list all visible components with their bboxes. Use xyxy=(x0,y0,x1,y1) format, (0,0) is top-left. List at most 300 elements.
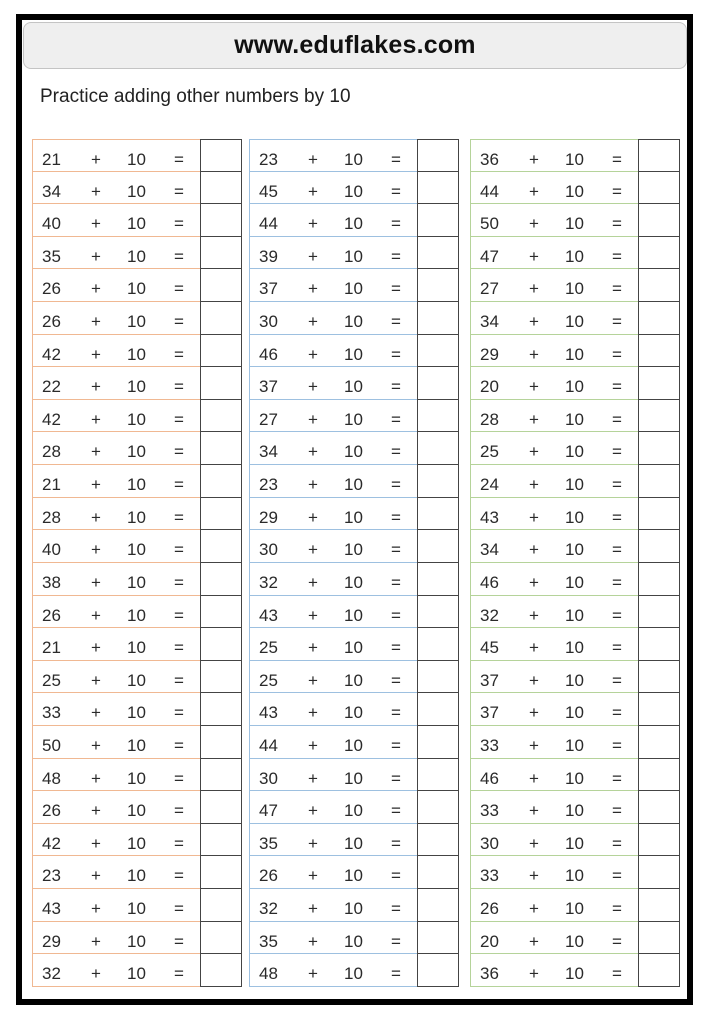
answer-box[interactable] xyxy=(638,726,680,759)
equals-sign: = xyxy=(612,246,622,266)
equation xyxy=(32,498,200,531)
plus-sign: + xyxy=(529,507,539,527)
equals-sign: = xyxy=(174,181,184,201)
answer-box[interactable] xyxy=(638,856,680,889)
plus-sign: + xyxy=(529,605,539,625)
answer-box[interactable] xyxy=(638,791,680,824)
second-addend: 10 xyxy=(565,899,584,919)
equals-sign: = xyxy=(612,964,622,984)
equals-sign: = xyxy=(391,638,401,658)
answer-box[interactable] xyxy=(417,628,459,661)
equals-sign: = xyxy=(174,899,184,919)
answer-box[interactable] xyxy=(417,498,459,531)
equals-sign: = xyxy=(174,964,184,984)
answer-box[interactable] xyxy=(638,693,680,726)
equals-sign: = xyxy=(612,735,622,755)
problem-row xyxy=(32,465,243,498)
equals-sign: = xyxy=(612,670,622,690)
equals-sign: = xyxy=(391,899,401,919)
first-addend: 28 xyxy=(480,409,499,429)
answer-box[interactable] xyxy=(200,237,242,270)
second-addend: 10 xyxy=(565,409,584,429)
first-addend: 22 xyxy=(42,377,61,397)
problem-row xyxy=(32,139,243,172)
first-addend: 23 xyxy=(259,475,278,495)
second-addend: 10 xyxy=(127,279,146,299)
equation xyxy=(32,824,200,857)
equation xyxy=(470,432,638,465)
plus-sign: + xyxy=(91,964,101,984)
problem-row xyxy=(470,856,681,889)
answer-box[interactable] xyxy=(200,693,242,726)
equation xyxy=(249,693,417,726)
answer-box[interactable] xyxy=(417,432,459,465)
equation xyxy=(32,302,200,335)
plus-sign: + xyxy=(91,833,101,853)
second-addend: 10 xyxy=(344,507,363,527)
second-addend: 10 xyxy=(127,246,146,266)
first-addend: 29 xyxy=(259,507,278,527)
plus-sign: + xyxy=(529,475,539,495)
first-addend: 44 xyxy=(480,181,499,201)
second-addend: 10 xyxy=(565,866,584,886)
second-addend: 10 xyxy=(127,703,146,723)
second-addend: 10 xyxy=(127,344,146,364)
answer-box[interactable] xyxy=(638,432,680,465)
second-addend: 10 xyxy=(127,214,146,234)
equation xyxy=(249,889,417,922)
answer-box[interactable] xyxy=(200,204,242,237)
problem-row xyxy=(470,465,681,498)
equation xyxy=(470,367,638,400)
answer-box[interactable] xyxy=(200,889,242,922)
equation xyxy=(470,465,638,498)
answer-box[interactable] xyxy=(417,237,459,270)
problem-row xyxy=(470,432,681,465)
first-addend: 45 xyxy=(259,181,278,201)
answer-box[interactable] xyxy=(200,596,242,629)
plus-sign: + xyxy=(308,931,318,951)
plus-sign: + xyxy=(91,344,101,364)
equals-sign: = xyxy=(174,572,184,592)
answer-box[interactable] xyxy=(200,367,242,400)
first-addend: 37 xyxy=(480,670,499,690)
second-addend: 10 xyxy=(344,540,363,560)
equals-sign: = xyxy=(612,931,622,951)
plus-sign: + xyxy=(529,866,539,886)
plus-sign: + xyxy=(308,279,318,299)
equals-sign: = xyxy=(174,246,184,266)
second-addend: 10 xyxy=(127,638,146,658)
answer-box[interactable] xyxy=(638,139,680,172)
equals-sign: = xyxy=(391,605,401,625)
problem-row xyxy=(470,628,681,661)
equals-sign: = xyxy=(391,279,401,299)
equation xyxy=(470,172,638,205)
equation xyxy=(249,465,417,498)
equals-sign: = xyxy=(174,670,184,690)
equals-sign: = xyxy=(391,670,401,690)
equation xyxy=(32,922,200,955)
second-addend: 10 xyxy=(565,735,584,755)
first-addend: 34 xyxy=(259,442,278,462)
answer-box[interactable] xyxy=(638,498,680,531)
second-addend: 10 xyxy=(344,638,363,658)
answer-box[interactable] xyxy=(417,726,459,759)
answer-box[interactable] xyxy=(638,335,680,368)
equals-sign: = xyxy=(174,150,184,169)
answer-box[interactable] xyxy=(200,269,242,302)
equation xyxy=(249,628,417,661)
equation xyxy=(470,922,638,955)
problem-row xyxy=(249,759,460,792)
equals-sign: = xyxy=(174,768,184,788)
answer-box[interactable] xyxy=(417,824,459,857)
second-addend: 10 xyxy=(565,214,584,234)
answer-box[interactable] xyxy=(638,172,680,205)
answer-box[interactable] xyxy=(417,661,459,694)
problem-row xyxy=(32,661,243,694)
plus-sign: + xyxy=(308,605,318,625)
equation xyxy=(32,172,200,205)
plus-sign: + xyxy=(308,670,318,690)
answer-box[interactable] xyxy=(417,302,459,335)
first-addend: 43 xyxy=(480,507,499,527)
second-addend: 10 xyxy=(565,181,584,201)
first-addend: 43 xyxy=(259,703,278,723)
equals-sign: = xyxy=(391,377,401,397)
problem-row xyxy=(470,759,681,792)
answer-box[interactable] xyxy=(200,628,242,661)
first-addend: 47 xyxy=(259,801,278,821)
first-addend: 26 xyxy=(259,866,278,886)
equation xyxy=(249,237,417,270)
second-addend: 10 xyxy=(565,150,584,169)
answer-box[interactable] xyxy=(417,269,459,302)
first-addend: 40 xyxy=(42,540,61,560)
answer-box[interactable] xyxy=(638,530,680,563)
equation xyxy=(470,889,638,922)
equation xyxy=(32,856,200,889)
plus-sign: + xyxy=(91,801,101,821)
equals-sign: = xyxy=(391,572,401,592)
plus-sign: + xyxy=(91,377,101,397)
problem-row xyxy=(249,139,460,172)
answer-box[interactable] xyxy=(200,856,242,889)
problem-row xyxy=(470,204,681,237)
first-addend: 46 xyxy=(259,344,278,364)
second-addend: 10 xyxy=(344,214,363,234)
equals-sign: = xyxy=(612,833,622,853)
equation xyxy=(470,269,638,302)
first-addend: 21 xyxy=(42,638,61,658)
answer-box[interactable] xyxy=(638,922,680,955)
answer-box[interactable] xyxy=(417,530,459,563)
equals-sign: = xyxy=(612,703,622,723)
second-addend: 10 xyxy=(344,246,363,266)
second-addend: 10 xyxy=(344,312,363,332)
plus-sign: + xyxy=(308,409,318,429)
problem-row xyxy=(32,922,243,955)
answer-box[interactable] xyxy=(200,172,242,205)
answer-box[interactable] xyxy=(417,693,459,726)
answer-box[interactable] xyxy=(200,759,242,792)
first-addend: 26 xyxy=(42,801,61,821)
problem-column-1 xyxy=(32,139,243,987)
problem-row xyxy=(470,530,681,563)
answer-box[interactable] xyxy=(417,172,459,205)
answer-box[interactable] xyxy=(200,465,242,498)
plus-sign: + xyxy=(308,344,318,364)
answer-box[interactable] xyxy=(200,954,242,987)
problem-row xyxy=(249,563,460,596)
answer-box[interactable] xyxy=(417,139,459,172)
plus-sign: + xyxy=(308,703,318,723)
problem-row xyxy=(32,889,243,922)
answer-box[interactable] xyxy=(417,335,459,368)
equation xyxy=(32,400,200,433)
equals-sign: = xyxy=(391,344,401,364)
second-addend: 10 xyxy=(565,312,584,332)
first-addend: 38 xyxy=(42,572,61,592)
equals-sign: = xyxy=(174,703,184,723)
second-addend: 10 xyxy=(344,931,363,951)
equation xyxy=(32,432,200,465)
equation xyxy=(470,400,638,433)
equation xyxy=(249,954,417,987)
second-addend: 10 xyxy=(565,279,584,299)
first-addend: 33 xyxy=(480,801,499,821)
plus-sign: + xyxy=(529,442,539,462)
problem-row xyxy=(249,269,460,302)
equation xyxy=(249,172,417,205)
second-addend: 10 xyxy=(127,605,146,625)
answer-box[interactable] xyxy=(638,204,680,237)
problem-row xyxy=(470,237,681,270)
equals-sign: = xyxy=(174,344,184,364)
answer-box[interactable] xyxy=(638,661,680,694)
equals-sign: = xyxy=(391,866,401,886)
answer-box[interactable] xyxy=(417,889,459,922)
second-addend: 10 xyxy=(127,899,146,919)
first-addend: 34 xyxy=(42,181,61,201)
problem-row xyxy=(470,726,681,759)
second-addend: 10 xyxy=(127,150,146,169)
second-addend: 10 xyxy=(344,670,363,690)
answer-box[interactable] xyxy=(638,759,680,792)
second-addend: 10 xyxy=(344,409,363,429)
problem-row xyxy=(470,400,681,433)
equals-sign: = xyxy=(174,475,184,495)
answer-box[interactable] xyxy=(638,269,680,302)
problem-row xyxy=(470,302,681,335)
equals-sign: = xyxy=(391,150,401,169)
second-addend: 10 xyxy=(127,572,146,592)
answer-box[interactable] xyxy=(417,856,459,889)
first-addend: 35 xyxy=(259,931,278,951)
equation xyxy=(32,726,200,759)
equation xyxy=(32,237,200,270)
answer-box[interactable] xyxy=(200,922,242,955)
equation xyxy=(470,139,638,172)
second-addend: 10 xyxy=(127,964,146,984)
answer-box[interactable] xyxy=(200,400,242,433)
plus-sign: + xyxy=(91,279,101,299)
problem-row xyxy=(32,596,243,629)
equals-sign: = xyxy=(391,703,401,723)
equals-sign: = xyxy=(612,605,622,625)
answer-box[interactable] xyxy=(417,759,459,792)
equation xyxy=(470,856,638,889)
equation xyxy=(470,237,638,270)
answer-box[interactable] xyxy=(417,400,459,433)
second-addend: 10 xyxy=(127,540,146,560)
answer-box[interactable] xyxy=(200,335,242,368)
plus-sign: + xyxy=(91,507,101,527)
problem-row xyxy=(32,302,243,335)
plus-sign: + xyxy=(91,150,101,169)
problem-row xyxy=(249,856,460,889)
plus-sign: + xyxy=(529,377,539,397)
first-addend: 23 xyxy=(259,150,278,169)
problem-row xyxy=(249,661,460,694)
plus-sign: + xyxy=(91,768,101,788)
plus-sign: + xyxy=(91,670,101,690)
first-addend: 25 xyxy=(42,670,61,690)
problem-row xyxy=(470,269,681,302)
answer-box[interactable] xyxy=(200,661,242,694)
answer-box[interactable] xyxy=(638,628,680,661)
answer-box[interactable] xyxy=(417,465,459,498)
equation xyxy=(32,759,200,792)
plus-sign: + xyxy=(308,246,318,266)
plus-sign: + xyxy=(308,735,318,755)
equation xyxy=(249,269,417,302)
answer-box[interactable] xyxy=(638,465,680,498)
second-addend: 10 xyxy=(344,801,363,821)
equation xyxy=(32,596,200,629)
plus-sign: + xyxy=(91,409,101,429)
first-addend: 42 xyxy=(42,833,61,853)
equals-sign: = xyxy=(612,409,622,429)
second-addend: 10 xyxy=(565,670,584,690)
equals-sign: = xyxy=(174,735,184,755)
first-addend: 26 xyxy=(42,312,61,332)
answer-box[interactable] xyxy=(638,237,680,270)
first-addend: 28 xyxy=(42,507,61,527)
second-addend: 10 xyxy=(127,507,146,527)
problem-row xyxy=(32,204,243,237)
plus-sign: + xyxy=(91,638,101,658)
equation xyxy=(470,596,638,629)
equation xyxy=(32,693,200,726)
problem-row xyxy=(32,335,243,368)
second-addend: 10 xyxy=(565,442,584,462)
first-addend: 43 xyxy=(259,605,278,625)
answer-box[interactable] xyxy=(417,954,459,987)
first-addend: 48 xyxy=(259,964,278,984)
answer-box[interactable] xyxy=(638,954,680,987)
plus-sign: + xyxy=(91,866,101,886)
problem-row xyxy=(249,922,460,955)
first-addend: 50 xyxy=(480,214,499,234)
plus-sign: + xyxy=(529,703,539,723)
answer-box[interactable] xyxy=(638,367,680,400)
second-addend: 10 xyxy=(127,312,146,332)
plus-sign: + xyxy=(308,475,318,495)
answer-box[interactable] xyxy=(200,498,242,531)
answer-box[interactable] xyxy=(200,726,242,759)
answer-box[interactable] xyxy=(200,791,242,824)
equals-sign: = xyxy=(612,442,622,462)
problem-row xyxy=(249,335,460,368)
plus-sign: + xyxy=(91,605,101,625)
second-addend: 10 xyxy=(565,475,584,495)
equals-sign: = xyxy=(174,931,184,951)
equals-sign: = xyxy=(391,475,401,495)
answer-box[interactable] xyxy=(417,367,459,400)
answer-box[interactable] xyxy=(638,302,680,335)
answer-box[interactable] xyxy=(200,139,242,172)
plus-sign: + xyxy=(308,768,318,788)
answer-box[interactable] xyxy=(417,563,459,596)
first-addend: 32 xyxy=(480,605,499,625)
answer-box[interactable] xyxy=(417,596,459,629)
equals-sign: = xyxy=(612,214,622,234)
plus-sign: + xyxy=(91,703,101,723)
equation xyxy=(249,791,417,824)
second-addend: 10 xyxy=(344,344,363,364)
answer-box[interactable] xyxy=(638,400,680,433)
problem-row xyxy=(249,791,460,824)
answer-box[interactable] xyxy=(200,302,242,335)
first-addend: 33 xyxy=(42,703,61,723)
answer-box[interactable] xyxy=(417,791,459,824)
second-addend: 10 xyxy=(127,475,146,495)
plus-sign: + xyxy=(529,150,539,169)
answer-box[interactable] xyxy=(417,204,459,237)
plus-sign: + xyxy=(308,181,318,201)
answer-box[interactable] xyxy=(638,889,680,922)
equals-sign: = xyxy=(174,507,184,527)
answer-box[interactable] xyxy=(200,563,242,596)
problem-row xyxy=(470,367,681,400)
problem-row xyxy=(32,726,243,759)
plus-sign: + xyxy=(308,150,318,169)
equation xyxy=(32,530,200,563)
second-addend: 10 xyxy=(127,866,146,886)
problem-row xyxy=(249,400,460,433)
answer-box[interactable] xyxy=(638,596,680,629)
equals-sign: = xyxy=(391,214,401,234)
instructions: Practice adding other numbers by 10 xyxy=(40,86,351,107)
site-header xyxy=(23,22,687,69)
answer-box[interactable] xyxy=(417,922,459,955)
answer-box[interactable] xyxy=(200,432,242,465)
equation xyxy=(249,302,417,335)
equation xyxy=(470,726,638,759)
equals-sign: = xyxy=(391,442,401,462)
equation xyxy=(249,596,417,629)
second-addend: 10 xyxy=(127,931,146,951)
first-addend: 26 xyxy=(42,279,61,299)
answer-box[interactable] xyxy=(200,824,242,857)
answer-box[interactable] xyxy=(638,563,680,596)
answer-box[interactable] xyxy=(638,824,680,857)
second-addend: 10 xyxy=(565,605,584,625)
equals-sign: = xyxy=(391,801,401,821)
answer-box[interactable] xyxy=(200,530,242,563)
